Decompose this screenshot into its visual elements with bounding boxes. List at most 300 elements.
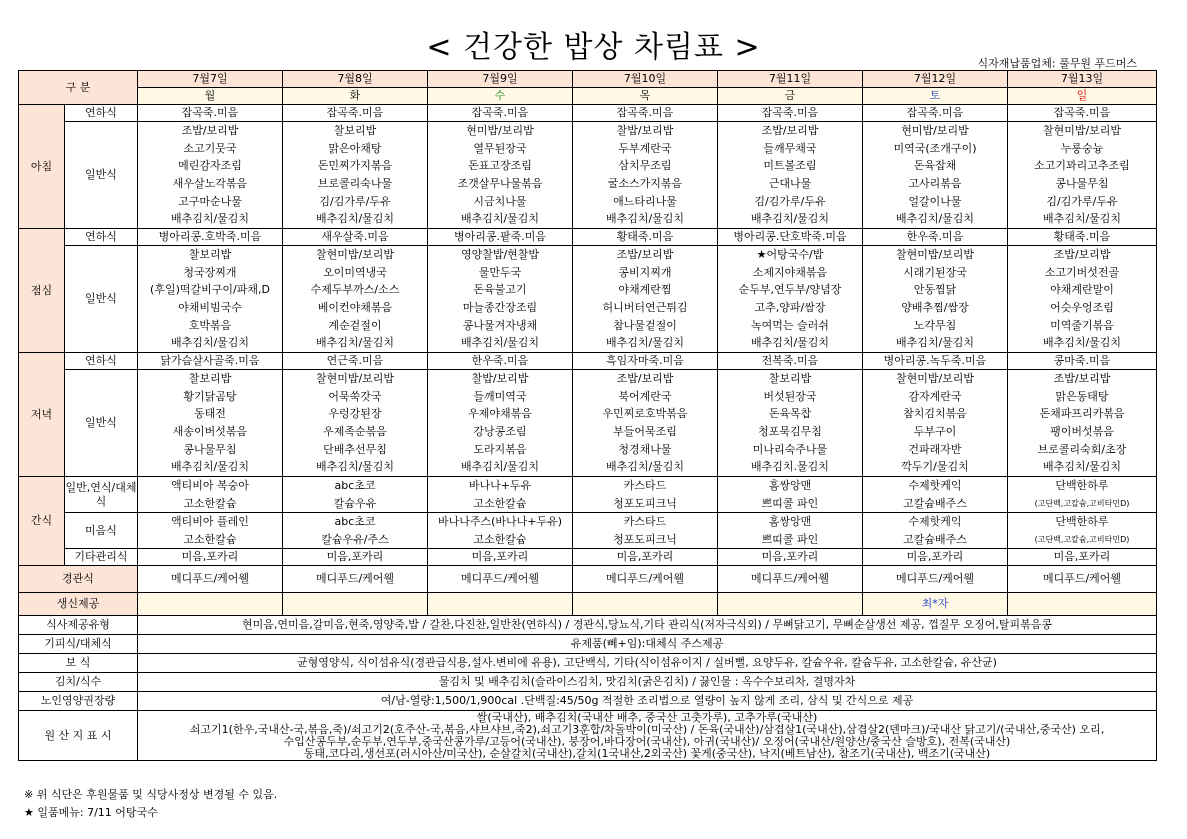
menu-cell <box>138 477 283 513</box>
menu-item: 조밥/보리밥 <box>616 248 674 262</box>
supplier-label: 식자재납품업체: 풀무원 푸드머스 <box>977 57 1137 70</box>
menu-item: 팽이버섯볶음 <box>1050 425 1114 438</box>
table-row <box>19 711 1157 761</box>
change-notice: ※ 위 식단은 후원물품 및 식당사정상 변경될 수 있음. <box>24 788 278 801</box>
menu-item: 우제야채볶음 <box>468 407 532 421</box>
menu-item: 순두부,연두부/양념장 <box>738 283 842 297</box>
menu-item: 배추김치/물김치 <box>750 212 830 226</box>
menu-item: 현미밥/보리밥 <box>901 124 969 138</box>
soft-menu: 황태죽.미음 <box>1008 229 1157 246</box>
menu-item: 도라지볶음 <box>473 442 527 456</box>
soft-menu: 병아리콩.호박죽.미음 <box>138 229 283 246</box>
menu-cell <box>573 246 718 353</box>
menu-cell <box>863 370 1008 477</box>
soft-label: 연하식 <box>65 229 138 246</box>
menu-item: 돈육목찹 <box>768 407 812 421</box>
tube-cell: 메디푸드/케어웰 <box>283 566 428 593</box>
menu-cell <box>283 513 428 549</box>
tube-cell: 메디푸드/케어웰 <box>573 566 718 593</box>
dinner-label: 저녁 <box>19 353 65 477</box>
menu-item: 북어계란국 <box>618 389 672 403</box>
menu-cell <box>573 477 718 513</box>
menu-item: 미트볼조림 <box>763 159 817 173</box>
menu-item: 배추김치/물김치 <box>1042 212 1122 226</box>
menu-item: 단백한하루 <box>1055 515 1109 529</box>
menu-item: 카스타드 <box>623 515 667 529</box>
menu-item: 부들어묵조림 <box>613 425 677 438</box>
origin-line: 수입산콩두부,순두부,연두부,중국산콩가루/고등어(국내산), 붕장어,바다장어(국내산), 아귀(국내산)/ 오징어(국내산/원양산/중국산 슬방호), 전복(국내산) <box>283 734 1011 748</box>
menu-item: ★어탕국수/밥 <box>756 248 824 262</box>
menu-cell <box>283 246 428 353</box>
menu-item: 조밥/보리밥 <box>1053 248 1111 262</box>
menu-item: 조밥/보리밥 <box>1053 372 1111 386</box>
menu-item: (후일)떡갈비구이/파채,D <box>150 283 270 297</box>
menu-item: 바나나+두유 <box>468 479 532 492</box>
menu-item: 홈쌍앙맨 <box>768 479 812 492</box>
menu-item: 마늘종간장조림 <box>462 301 538 314</box>
menu-item: 맑은동태탕 <box>1055 389 1109 403</box>
menu-item: 양배추찜/쌈장 <box>901 301 969 314</box>
menu-item: 배추김치/물김치 <box>750 336 830 350</box>
menu-item: 배추김치/물김치 <box>460 336 540 350</box>
table-row <box>19 353 1157 370</box>
menu-item: 우민찌로호박볶음 <box>602 407 688 421</box>
menu-item: 찰현미밥/보리밥 <box>895 372 975 386</box>
soft-menu: 병아리콩.팥죽.미음 <box>428 229 573 246</box>
snack-other: 미음,포카리 <box>428 549 573 566</box>
soft-label: 연하식 <box>65 353 138 370</box>
soft-menu: 병아리콩.단호박죽.미음 <box>718 229 863 246</box>
menu-item: 미나리숙주나물 <box>752 442 828 456</box>
table-row <box>19 229 1157 246</box>
menu-item: 돈육잡채 <box>913 159 957 173</box>
menu-item: 참치김치볶음 <box>903 407 967 421</box>
menu-item: 베이컨야채볶음 <box>317 301 393 314</box>
info-label: 식사제공유형 <box>19 616 138 635</box>
snack-other: 미음,포카리 <box>573 549 718 566</box>
menu-item: 찰현미밥/보리밥 <box>1042 124 1122 138</box>
menu-cell <box>283 477 428 513</box>
day-header: 일 <box>1008 88 1157 105</box>
day-header: 월 <box>138 88 283 105</box>
menu-item: 건파래자반 <box>908 442 962 456</box>
tube-cell: 메디푸드/케어웰 <box>1008 566 1157 593</box>
table-row <box>19 566 1157 593</box>
date-header: 7월13일 <box>1008 71 1157 88</box>
menu-item: 야채계란말이 <box>1050 283 1114 297</box>
snack-other: 미음,포카리 <box>718 549 863 566</box>
menu-item: 브로콜리숙회/초장 <box>1037 442 1127 456</box>
info-text: 현미음,연미음,갈미음,현죽,영양죽,밥 / 갈찬,다진찬,일반찬(연하식) / 경관식,당뇨식,기타 관리식(저자극식외) / 무뼈닭고기, 무뼈순살생선 제공, 껍질무 오징어,탈피볶음콩 <box>138 616 1157 635</box>
origin-line: 쇠고기1(한우,국내산-국,볶음,죽)/쇠고기2(호주산-국,볶음,샤브샤브,죽2),쇠고기3훈합/차돌박이(미국산) / 돈육(국내산)/삼겹살1(국내산),삼겹살2(덴마크)/국내산 닭고기/(국내산,중국산) 오리, <box>189 722 1105 736</box>
snack-other: 미음,포카리 <box>283 549 428 566</box>
info-label: 보 식 <box>19 654 138 673</box>
menu-item: 소제지야채볶음 <box>752 265 828 279</box>
menu-item: 바나나주스(바나나+두유) <box>437 515 563 529</box>
table-row <box>19 513 1157 549</box>
table-row <box>19 105 1157 122</box>
menu-item: 배추김치.물김치 <box>751 460 829 474</box>
menu-item: 배추김치/물김치 <box>460 212 540 226</box>
table-row <box>19 654 1157 673</box>
menu-item: 고소한칼슘 <box>183 532 237 546</box>
menu-item: 조밥/보리밥 <box>181 124 239 138</box>
menu-item: 액티비아 복숭아 <box>171 479 249 492</box>
table-row <box>19 122 1157 229</box>
menu-item: 허니버터연근튀김 <box>602 301 688 314</box>
soft-menu: 흑임자마죽.미음 <box>573 353 718 370</box>
birthday-label: 생신제공 <box>19 593 138 616</box>
menu-item: 찰보리밥 <box>188 248 232 262</box>
menu-cell <box>718 477 863 513</box>
menu-cell <box>428 246 573 353</box>
day-header: 수 <box>428 88 573 105</box>
menu-cell <box>428 370 573 477</box>
menu-item: 쁘띠콜 파인 <box>761 532 819 546</box>
birthday-cell <box>718 593 863 616</box>
menu-item: 청포도피크닉 <box>613 496 677 510</box>
menu-cell <box>138 370 283 477</box>
table-row <box>19 549 1157 566</box>
menu-item: 삼치무조림 <box>618 159 672 173</box>
menu-item: 참나물겉절이 <box>613 318 677 332</box>
menu-cell <box>718 370 863 477</box>
menu-item: 액티비아 플레인 <box>171 515 249 529</box>
menu-item: 메린감자조림 <box>178 159 242 173</box>
tube-cell: 메디푸드/케어웰 <box>718 566 863 593</box>
menu-item: 조밥/보리밥 <box>616 372 674 386</box>
page-title: < 건강한 밥상 차림표 > <box>426 30 761 65</box>
menu-item: 두부구이 <box>913 425 957 438</box>
menu-cell <box>863 477 1008 513</box>
menu-item: 김/김가루/두유 <box>319 194 391 208</box>
menu-item: 돈표고장조림 <box>468 159 532 173</box>
date-header: 7월8일 <box>283 71 428 88</box>
soft-label: 연하식 <box>65 105 138 122</box>
menu-cell <box>718 513 863 549</box>
menu-item: 시래기된장국 <box>903 265 967 279</box>
table-row <box>19 71 1157 88</box>
menu-item: 노각무침 <box>913 318 957 332</box>
menu-item: 고소한칼슘 <box>183 496 237 510</box>
menu-item: 계순겉절이 <box>328 318 382 332</box>
menu-item: 야채비빔국수 <box>178 301 242 314</box>
menu-item: 버섯된장국 <box>763 389 817 403</box>
menu-item: 호박볶음 <box>188 318 232 332</box>
soft-menu: 잡곡죽.미음 <box>1008 105 1157 122</box>
menu-cell <box>1008 246 1157 353</box>
menu-item: 야채계란찜 <box>618 283 672 297</box>
menu-item: 찰밥/보리밥 <box>616 124 674 138</box>
menu-cell <box>718 122 863 229</box>
menu-item: abc초코 <box>334 515 376 529</box>
menu-item: 단백한하루 <box>1055 479 1109 492</box>
menu-item: 고구마순나물 <box>178 194 242 208</box>
menu-item: 콩나물무침 <box>1055 177 1109 190</box>
origin-line: 동태,코다리,생선포(러시아산/미국산), 순살갈치(국내산),갈치(1국내산,2외국산) 꽃게(중국산), 낙지(베트남산), 참조기(국내산), 백조기(국내산) <box>303 746 991 760</box>
date-header: 7월7일 <box>138 71 283 88</box>
info-label: 김치/식수 <box>19 673 138 692</box>
day-header: 목 <box>573 88 718 105</box>
soft-menu: 잡곡죽.미음 <box>428 105 573 122</box>
menu-item: 깍두기/물김치 <box>901 460 969 474</box>
menu-item: 동태전 <box>194 407 226 421</box>
menu-cell <box>1008 122 1157 229</box>
birthday-cell <box>1008 593 1157 616</box>
menu-table <box>18 70 1157 761</box>
table-row <box>19 477 1157 513</box>
soft-menu: 잡곡죽.미음 <box>573 105 718 122</box>
menu-item: 수제핫케익 <box>908 515 962 529</box>
menu-item: 얼갈이나물 <box>908 194 962 208</box>
menu-item: 소고기버섯전골 <box>1044 265 1120 279</box>
menu-cell <box>138 122 283 229</box>
date-header: 7월12일 <box>863 71 1008 88</box>
menu-cell <box>1008 370 1157 477</box>
birthday-cell <box>138 593 283 616</box>
snack-other: 미음,포카리 <box>1008 549 1157 566</box>
menu-item: 브로콜리숙나물 <box>317 177 393 190</box>
snack-other-label: 기타관리식 <box>65 549 138 566</box>
menu-item: 돈채파프리카볶음 <box>1039 407 1125 421</box>
regular-label: 일반식 <box>65 122 138 229</box>
menu-cell <box>428 122 573 229</box>
lunch-label: 점심 <box>19 229 65 353</box>
table-row <box>19 593 1157 616</box>
menu-item: 배추김치/물김치 <box>895 212 975 226</box>
menu-item: 시금치나물 <box>473 194 527 208</box>
snack-label: 간식 <box>19 477 65 566</box>
birthday-cell: 최*자 <box>863 593 1008 616</box>
menu-item: 돈민찌가지볶음 <box>317 159 393 173</box>
menu-item: 강낭콩조림 <box>473 425 527 438</box>
menu-item: 찰현미밥/보리밥 <box>895 248 975 262</box>
info-text: 균형영양식, 식이섬유식(경관급식용,설사.변비에 유용), 고단백식, 기타(식이섬유이지 / 실버뻘, 요양두유, 칼슘우유, 칼슘두유, 고소한칼슘, 유산균) <box>138 654 1157 673</box>
menu-item: 배추김치/물김치 <box>895 336 975 350</box>
menu-cell <box>428 477 573 513</box>
menu-cell <box>138 246 283 353</box>
menu-item: 황기닭곰탕 <box>183 389 237 403</box>
menu-item: 미역국(조개구이) <box>893 141 977 155</box>
soft-menu: 잡곡죽.미음 <box>863 105 1008 122</box>
menu-item: (고단백,고칼슘,고비타민D) <box>1034 534 1130 544</box>
soft-menu: 한우죽.미음 <box>863 229 1008 246</box>
menu-item: 감자계란국 <box>908 389 962 403</box>
menu-item: 소고기꽈리고추조림 <box>1034 159 1130 173</box>
menu-cell <box>1008 513 1157 549</box>
table-row <box>19 692 1157 711</box>
menu-item: 배추김치/물김치 <box>1042 336 1122 350</box>
menu-item: 배추김치/물김치 <box>170 336 250 350</box>
date-header: 7월11일 <box>718 71 863 88</box>
menu-cell <box>428 513 573 549</box>
snack-puree-label: 미음식 <box>65 513 138 549</box>
info-text: 물김치 및 배추김치(슬라이스김치, 맛김치(굵은김치) / 끓인물 : 옥수수보리차, 결명자차 <box>138 673 1157 692</box>
menu-item: 찰보리밥 <box>333 124 377 138</box>
date-header: 7월9일 <box>428 71 573 88</box>
tube-cell: 메디푸드/케어웰 <box>863 566 1008 593</box>
special-menu-note: ★ 일품메뉴: 7/11 어탕국수 <box>24 806 158 819</box>
info-label: 기피식/대체식 <box>19 635 138 654</box>
soft-menu: 새우살죽.미음 <box>283 229 428 246</box>
birthday-cell <box>283 593 428 616</box>
menu-item: 찰밥/보리밥 <box>471 372 529 386</box>
menu-item: 들깨무채국 <box>763 141 817 155</box>
info-text: 유제품(뻬+임):대체식 주스제공 <box>138 635 1157 654</box>
tube-cell: 메디푸드/케어웰 <box>428 566 573 593</box>
menu-cell <box>718 246 863 353</box>
menu-item: 들깨미역국 <box>473 389 527 403</box>
menu-item: 콩비지찌개 <box>618 265 672 279</box>
menu-item: 돈육불고기 <box>473 283 527 297</box>
menu-cell <box>573 122 718 229</box>
snack-other: 미음,포카리 <box>138 549 283 566</box>
menu-item: 누룽숭늉 <box>1060 141 1104 155</box>
menu-item: 배추김치/물김치 <box>605 460 685 474</box>
menu-item: 미역줄기볶음 <box>1050 318 1114 332</box>
table-row <box>19 673 1157 692</box>
menu-item: 배추김치/물김치 <box>170 212 250 226</box>
soft-menu: 연근죽.미음 <box>283 353 428 370</box>
menu-cell <box>863 246 1008 353</box>
menu-item: 어묵쑥갓국 <box>328 389 382 403</box>
soft-menu: 잡곡죽.미음 <box>138 105 283 122</box>
menu-item: 배추김치/물김치 <box>460 460 540 474</box>
menu-item: 오이미역냉국 <box>323 265 387 279</box>
menu-item: 청포묵김무침 <box>758 425 822 438</box>
menu-item: 새우살노각볶음 <box>172 177 248 190</box>
soft-menu: 닭가슴살사골죽.미음 <box>138 353 283 370</box>
menu-item: 조갯살무나물볶음 <box>457 177 543 190</box>
origin-label: 원 산 지 표 시 <box>19 711 138 761</box>
snack-general-label: 일반,연식/대체식 <box>65 477 138 513</box>
menu-item: 수제핫케익 <box>908 479 962 492</box>
menu-item: 청경채나물 <box>618 442 672 456</box>
menu-item: 현미밥/보리밥 <box>466 124 534 138</box>
table-row <box>19 246 1157 353</box>
origin-line: 쌀(국내산), 배추김치(국내산 배추, 중국산 고춧가루), 고추가루(국내산) <box>476 710 818 724</box>
menu-item: 카스타드 <box>623 479 667 492</box>
birthday-cell <box>428 593 573 616</box>
menu-item: 칼슘우유 <box>333 496 377 510</box>
menu-item: 홈쌍앙맨 <box>768 515 812 529</box>
snack-other: 미음,포카리 <box>863 549 1008 566</box>
menu-item: 우제족순볶음 <box>323 425 387 438</box>
menu-item: 찰보리밥 <box>768 372 812 386</box>
header-label: 구 분 <box>19 71 138 105</box>
menu-item: 고추,양파/쌈장 <box>754 301 826 314</box>
menu-cell <box>863 122 1008 229</box>
menu-item: 우렁강된장 <box>328 407 382 421</box>
menu-item: 고소한칼슘 <box>473 532 527 546</box>
origin-text <box>138 711 1157 761</box>
menu-cell <box>573 513 718 549</box>
menu-item: 청포도피크닉 <box>613 532 677 546</box>
menu-item: 김/김가루/두유 <box>754 194 826 208</box>
menu-item: 배추김치/물김치 <box>605 336 685 350</box>
menu-cell <box>1008 477 1157 513</box>
breakfast-label: 아침 <box>19 105 65 229</box>
menu-cell <box>138 513 283 549</box>
soft-menu: 한우죽.미음 <box>428 353 573 370</box>
tube-cell: 메디푸드/케어웰 <box>138 566 283 593</box>
menu-item: 영양찰밥/현찰밥 <box>460 248 540 262</box>
birthday-cell <box>573 593 718 616</box>
table-row <box>19 88 1157 105</box>
menu-item: 열무된장국 <box>473 141 527 155</box>
menu-item: 고칼슘배주스 <box>903 532 967 546</box>
menu-item: 애느타리나물 <box>613 194 677 208</box>
menu-item: 새송이버섯볶음 <box>172 425 248 438</box>
soft-menu: 잡곡죽.미음 <box>718 105 863 122</box>
menu-item: 맑은아채탕 <box>328 141 382 155</box>
date-header: 7월10일 <box>573 71 718 88</box>
menu-item: 근대나물 <box>768 177 812 190</box>
menu-item: 소고기뭇국 <box>183 141 237 155</box>
menu-item: 배추김치/물김치 <box>315 336 395 350</box>
table-row <box>19 616 1157 635</box>
menu-item: 고사리볶음 <box>908 177 962 190</box>
menu-item: 배추김치/물김치 <box>315 212 395 226</box>
menu-item: 두부계란국 <box>618 141 672 155</box>
menu-cell <box>283 122 428 229</box>
menu-item: 찰보리밥 <box>188 372 232 386</box>
menu-item: 김/김가루/두유 <box>1046 194 1118 208</box>
menu-item: 배추김치/물김치 <box>170 460 250 474</box>
menu-cell <box>573 370 718 477</box>
menu-item: 배추김치/물김치 <box>605 212 685 226</box>
tube-label: 경관식 <box>19 566 138 593</box>
menu-item: 배추김치/물김치 <box>1042 460 1122 474</box>
menu-item: 고칼슘배주스 <box>903 496 967 510</box>
menu-cell <box>283 370 428 477</box>
menu-item: abc초코 <box>334 479 376 492</box>
regular-label: 일반식 <box>65 370 138 477</box>
regular-label: 일반식 <box>65 246 138 353</box>
day-header: 화 <box>283 88 428 105</box>
menu-item: 어슷우엉조림 <box>1050 301 1114 314</box>
menu-item: 찰현미밥/보리밥 <box>315 372 395 386</box>
info-label: 노인영양권장량 <box>19 692 138 711</box>
menu-item: 굴소스가지볶음 <box>607 177 683 190</box>
menu-cell <box>863 513 1008 549</box>
menu-item: 콩나물겨자냉채 <box>462 318 538 332</box>
soft-menu: 병아리콩.녹두죽.미음 <box>863 353 1008 370</box>
soft-menu: 잡곡죽.미음 <box>283 105 428 122</box>
menu-item: 콩나물무침 <box>183 442 237 456</box>
menu-item: 쁘띠콜 파인 <box>761 496 819 510</box>
soft-menu: 황태죽.미음 <box>573 229 718 246</box>
menu-item: 조밥/보리밥 <box>761 124 819 138</box>
menu-item: (고단백,고칼슘,고비타민D) <box>1034 498 1130 508</box>
menu-item: 칼슘우유/주스 <box>321 532 389 546</box>
soft-menu: 콩마죽.미음 <box>1008 353 1157 370</box>
day-header: 토 <box>863 88 1008 105</box>
menu-item: 수제두부까스/소스 <box>310 283 400 297</box>
info-text: 여/남-열량:1,500/1,900cal .단백질:45/50g 적절한 조리법으로 열량이 높지 않게 조리, 삼식 및 간식으로 제공 <box>138 692 1157 711</box>
menu-item: 물만두국 <box>478 265 522 279</box>
menu-item: 단배추선무침 <box>323 442 387 456</box>
menu-item: 찰현미밥/보리밥 <box>315 248 395 262</box>
day-header: 금 <box>718 88 863 105</box>
menu-item: 안동찜닭 <box>913 283 957 297</box>
menu-item: 청국장찌개 <box>183 265 237 279</box>
menu-item: 배추김치/물김치 <box>315 460 395 474</box>
menu-item: 녹여먹는 슬러쉬 <box>751 318 829 332</box>
menu-item: 고소한칼슘 <box>473 496 527 510</box>
table-row <box>19 635 1157 654</box>
table-row <box>19 370 1157 477</box>
